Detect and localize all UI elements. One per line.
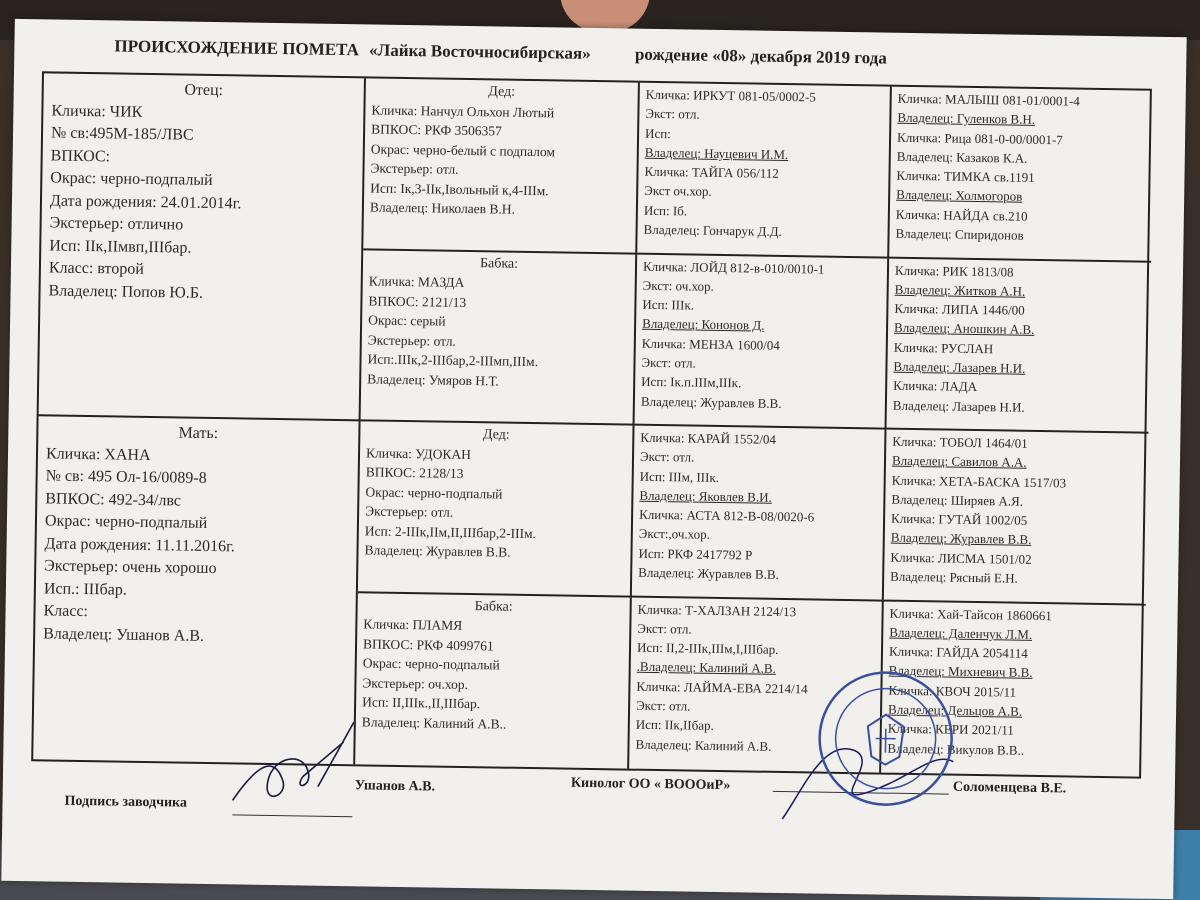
record-line: Кличка: ЛАДА (893, 377, 978, 395)
record-line: Кличка: ГУТАЙ 1002/05 (890, 510, 1028, 528)
record-line: Владелец: Калиний А.В.. (361, 713, 507, 732)
record-line: Кличка: КВОЧ 2015/11 (888, 682, 1017, 700)
grandparent-cell (363, 78, 640, 254)
record-line: Исп: Iк,3-IIк,Iвольный к,4-IIIм. (370, 179, 549, 198)
record-line: Кличка: Рица 081-0-00/0001-7 (896, 129, 1063, 147)
record-line: Исп: IIIк. (642, 296, 695, 313)
signature-area (2, 767, 1175, 885)
relation-label: Дед: (482, 427, 510, 443)
record-line: Класс: (43, 602, 89, 621)
record-line: Кличка: РУСЛАН (893, 339, 994, 356)
record-line: Владелец: Житков А.Н. (894, 281, 1026, 299)
pedigree-document (1, 19, 1186, 899)
record-line: Кличка: ХЕТА-БАСКА 1517/03 (891, 472, 1067, 491)
record-line: Исп: Iб. (643, 202, 688, 219)
record-line: Кличка: КЕРИ 2021/11 (887, 720, 1014, 738)
relation-label: Отец: (184, 81, 224, 100)
record-line: Владелец: Дельцов А.В. (887, 701, 1023, 719)
record-line: Владелец: Викулов В.В.. (887, 740, 1025, 758)
document-header (114, 36, 1114, 72)
record-line: Исп: (645, 125, 671, 141)
great-great-grandparents-cell (889, 87, 1154, 263)
record-line: Экст: отл. (636, 697, 691, 714)
record-line: Исп: IIIм, IIIк. (639, 468, 720, 485)
record-line: Экстерьер: очень хорошо (44, 557, 217, 578)
record-line: ВПКОС: РКФ 3506357 (371, 121, 502, 139)
record-line: Владелец: Яковлев В.И. (639, 487, 772, 505)
record-line: Владелец: Умяров Н.Т. (367, 370, 499, 388)
record-line: ВПКОС: 492-34/лвс (45, 489, 182, 510)
record-line: Кличка: ХАНА (45, 444, 151, 464)
record-line: Исп:.IIIк,2-IIIбар,2-IIIмп,IIIм. (367, 351, 539, 370)
record-line: Кличка: ТАЙГА 056/112 (644, 163, 779, 182)
record-line: Кличка: ТИМКА св.1191 (896, 167, 1035, 186)
record-line: Кличка: ЛАЙМА-ЕВА 2214/14 (636, 678, 808, 697)
record-line: Кличка: Хай-Тайсон 1860661 (889, 605, 1052, 623)
record-line: Экстерьер: отл. (365, 503, 454, 520)
record-line: Владелец: Спиридонов (895, 225, 1024, 243)
birth-date: рождение «08» декабря 2019 года (634, 44, 887, 68)
great-grandparents-cell (635, 254, 890, 429)
record-line: Кличка: ПЛАМЯ (363, 616, 463, 633)
record-line: Кличка: ГАЙДА 2054114 (888, 643, 1028, 661)
record-line: № св: 495 Ол-16/0089-8 (45, 467, 207, 487)
record-line: Исп: Iк.п.IIIм,IIIк. (641, 374, 742, 391)
record-line: Исп: РКФ 2417792 Р (638, 545, 753, 563)
record-line: Экстерьер: оч.хор. (362, 674, 469, 692)
father-cell (39, 73, 366, 421)
record-line: Владелец: Рясный Е.Н. (890, 568, 1018, 586)
record-line: Экстерьер: отл. (367, 331, 457, 349)
breeder-signature (222, 710, 364, 822)
record-line: Окрас: черно-подпалый (44, 512, 208, 532)
record-line: Владелец: Савилов А.А. (891, 452, 1027, 471)
grandparent-cell (355, 593, 632, 769)
record-line: Кличка: МАЛЫШ 081-01/0001-4 (897, 90, 1080, 109)
record-line: Дата рождения: 24.01.2014г. (49, 191, 242, 212)
record-line: Исп: IIк,IIбар. (635, 716, 714, 734)
breed-name: «Лайка Восточносибирская» (368, 40, 591, 63)
record-line: Экст: отл. (641, 354, 696, 371)
record-line: Владелец: Гончарук Д.Д. (643, 221, 782, 239)
record-line: Экстерьер: отл. (370, 160, 459, 177)
record-line: Кличка: ЛОЙД 812-в-010/0010-1 (642, 258, 825, 277)
record-line: Экст: отл. (637, 620, 692, 637)
great-grandparents-cell (632, 426, 887, 601)
record-line: Кличка: ТОБОЛ 1464/01 (892, 433, 1028, 451)
breeder-name: Ушанов А.В. (354, 778, 436, 795)
record-line: Дата рождения: 11.11.2016г. (44, 534, 236, 555)
record-line: Кличка: МАЗДА (368, 273, 465, 290)
breeder-signature-label: Подпись заводчика (64, 793, 188, 811)
record-line: Владелец: Ушанов А.В. (43, 624, 205, 645)
record-line: Экст: оч.хор. (642, 277, 714, 294)
record-line: Кличка: Т-ХАЛЗАН 2124/13 (637, 601, 797, 619)
record-line: Кличка: ЛИПА 1446/00 (894, 300, 1025, 318)
record-line: Окрас: черно-подпалый (50, 169, 213, 189)
cynologist-name: Соломенцева В.Е. (952, 779, 1067, 797)
relation-label: Мать: (178, 424, 219, 443)
record-line: Владелец: Гуленков В.Н. (897, 110, 1036, 128)
record-line: Экст: отл. (645, 106, 700, 122)
relation-label: Бабка: (479, 255, 519, 272)
record-line: ВПКОС: (50, 146, 111, 165)
grandparent-cell (361, 250, 638, 426)
relation-label: Дед: (488, 84, 516, 100)
record-line: Экст оч.хор. (644, 183, 712, 200)
record-line: Исп: IIк,IIмвп,IIIбар. (49, 236, 192, 257)
record-line: Владелец: Казаков К.А. (896, 148, 1028, 166)
record-line: Владелец: Лазарев Н.И. (892, 397, 1025, 415)
record-line: Владелец: Даленчук Л.М. (889, 624, 1033, 642)
record-line: Владелец: Михневич В.В. (888, 663, 1033, 681)
record-line: Исп.: IIIбар. (43, 579, 127, 599)
document-title: ПРОИСХОЖДЕНИЕ ПОМЕТА (114, 36, 360, 60)
record-line: ВПКОС: 2128/13 (365, 464, 464, 481)
record-line: Владелец: Холмогоров (896, 187, 1023, 205)
organization-stamp-seal (815, 668, 957, 810)
grandparent-cell (358, 421, 635, 597)
record-line: Кличка: Нанчул Ольхон Лютый (371, 101, 555, 120)
record-line: Экстерьер: отлично (49, 214, 184, 234)
record-line: .Владелец: Калиний А.В. (636, 659, 777, 677)
record-line: Владелец: Николаев В.Н. (369, 199, 516, 217)
record-line: ВПКОС: РКФ 4099761 (362, 635, 494, 653)
great-grandparents-cell (637, 83, 892, 258)
record-line: ВПКОС: 2121/13 (368, 292, 467, 310)
pedigree-table (31, 71, 1152, 778)
record-line: Окрас: серый (368, 312, 446, 329)
record-line: Кличка: УДОКАН (365, 444, 472, 462)
record-line: Класс: второй (48, 259, 144, 278)
record-line: Владелец: Лазарев Н.И. (893, 358, 1026, 376)
record-line: Исп: II,IIIк.,II,IIIбар. (362, 694, 481, 712)
record-line: Владелец: Журавлев В.В. (890, 530, 1032, 548)
record-line: Кличка: МЕНЗА 1600/04 (641, 335, 780, 353)
record-line: Исп: 2-IIIк,IIм,II,IIIбар,2-IIIм. (364, 522, 537, 541)
record-line: Кличка: КАРАЙ 1552/04 (640, 429, 777, 447)
great-great-grandparents-cell (884, 430, 1149, 606)
record-line: Владелец: Кононов Д. (642, 316, 765, 334)
record-line: Экст: отл. (639, 449, 695, 465)
record-line: Владелец: Аношкин А.В. (893, 320, 1035, 338)
record-line: Кличка: ИРКУТ 081-05/0002-5 (645, 86, 816, 105)
record-line: Владелец: Калиний А.В. (635, 736, 772, 754)
record-line: № св:495М-185/ЛВС (50, 124, 194, 144)
record-line: Владелец: Попов Ю.Б. (48, 281, 204, 302)
record-line: Владелец: Журавлев В.В. (638, 564, 779, 582)
record-line: Окрас: черно-подпалый (365, 483, 503, 502)
record-line: Кличка: НАЙДА св.210 (895, 206, 1028, 224)
record-line: Владелец: Журавлев В.В. (640, 393, 782, 411)
record-line: Кличка: РИК 1813/08 (894, 262, 1014, 280)
record-line: Экст:,оч.хор. (638, 526, 711, 543)
record-line: Владелец: Журавлев В.В. (364, 542, 511, 560)
record-line: Владелец: Ширяев А.Я. (891, 491, 1024, 509)
record-line: Окрас: черно-белый с подпалом (370, 140, 556, 159)
record-line: Исп: II,2-IIIк,IIIм,I,IIIбар. (636, 639, 779, 658)
cynologist-label: Кинолог ОО « ВОООиР» (570, 775, 731, 794)
record-line: Кличка: ЛИСМА 1501/02 (890, 549, 1032, 567)
record-line: Кличка: АСТА 812-В-08/0020-6 (639, 506, 815, 525)
record-line: Окрас: черно-подпалый (362, 655, 500, 673)
record-line: Кличка: ЧИК (51, 101, 143, 121)
record-line: Владелец: Науцевич И.М. (644, 144, 789, 162)
great-great-grandparents-cell (886, 258, 1151, 434)
relation-label: Бабка: (474, 598, 513, 615)
